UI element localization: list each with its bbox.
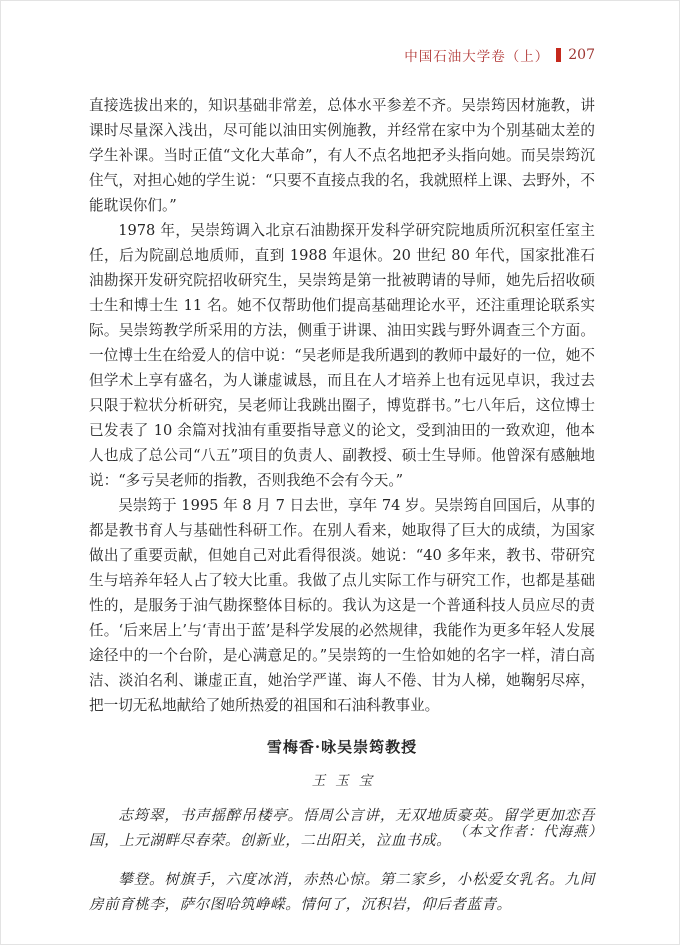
- page-number: 207: [568, 47, 595, 63]
- page-header: [404, 45, 595, 65]
- article-body: [89, 93, 595, 917]
- article-paragraph: 1978 年，吴崇筠调入北京石油勘探开发科学研究院地质所沉积室任室主任，后为院副总地质师，直到 1988 年退休。20 世纪 80 年代，国家批准石油勘探开发研究院招收研究生，吴崇筠是第一批被聘请的导师，她先后招收硕士生和博士生 11 名。她不仅帮助他们提高基础理论水平，还注重理论联系实际。吴崇筠教学所采用的方法，侧重于讲课、油田实践与野外调查三个方面。一位博士生在给爱人的信中说：“吴老师是我所遇到的教师中最好的一位，她不但学术上享有盛名，为人谦虚诚恳，而且在人才培养上也有远见卓识，我过去只限于粒状分析研究，吴老师让我跳出圈子，博览群书。”七八年后，这位博士已发表了 10 余篇对找油有重要指导意义的论文，受到油田的一致欢迎，他本人也成了总公司“八五”项目的负责人、副教授、硕士生导师。他曾深有感触地说：“多亏吴老师的指教，否则我绝不会有今天。”: [89, 222, 595, 489]
- poem-stanza: 攀登。树旗手，六度冰消，赤热心惊。第二家乡，小松爱女乳名。九间房前育桃李，萨尔图哈筑峥嵘。情何了，沉积岩，仰后者蓝青。: [89, 871, 595, 913]
- article-attribution: （本文作者：代海燕）: [453, 824, 603, 840]
- poem-author: 王玉宝: [311, 773, 383, 789]
- volume-title: 中国石油大学卷（上）: [404, 49, 550, 65]
- poem-stanza: 志筠翠，书声摇醉吊楼亭。悟周公言讲，无双地质豪英。留学更加恋吾国，上元湖畔尽春荣。创新业，二出阳关，泣血书成。: [89, 807, 595, 849]
- article-paragraph: 吴崇筠于 1995 年 8 月 7 日去世，享年 74 岁。吴崇筠自回国后，从事的都是教书育人与基础性科研工作。在别人看来，她取得了巨大的成绩，为国家做出了重要贡献，但她自己对此看得很淡。她说：“40 多年来，教书、带研究生与培养年轻人占了较大比重。我做了点儿实际工作与研究工作，也都是基础性的，是服务于油气勘探整体目标的。我认为这是一个普通科技人员应尽的责任。‘后来居上’与‘青出于蓝’是科学发展的必然规律，我能作为更多年轻人发展途径中的一个台阶，是心满意足的。”吴崇筠的一生恰如她的名字一样，清白高洁、淡泊名利、谦虚正直，她治学严谨、诲人不倦、甘为人梯，她鞠躬尽瘁，把一切无私地献给了她所热爱的祖国和石油科教事业。: [89, 497, 595, 714]
- poem-title: 雪梅香·咏吴崇筠教授: [266, 738, 418, 756]
- article-paragraph: 直接选拔出来的，知识基础非常差，总体水平参差不齐。吴崇筠因材施教，讲课时尽量深入浅出，尽可能以油田实例施教，并经常在家中为个别基础太差的学生补课。当时正值“文化大革命”，有人不点名地把矛头指向她。而吴崇筠沉住气，对担心她的学生说：“只要不直接点我的名，我就照样上课、去野外，不能耽误你们。”: [89, 97, 595, 214]
- page-number-divider-bar: [556, 48, 561, 62]
